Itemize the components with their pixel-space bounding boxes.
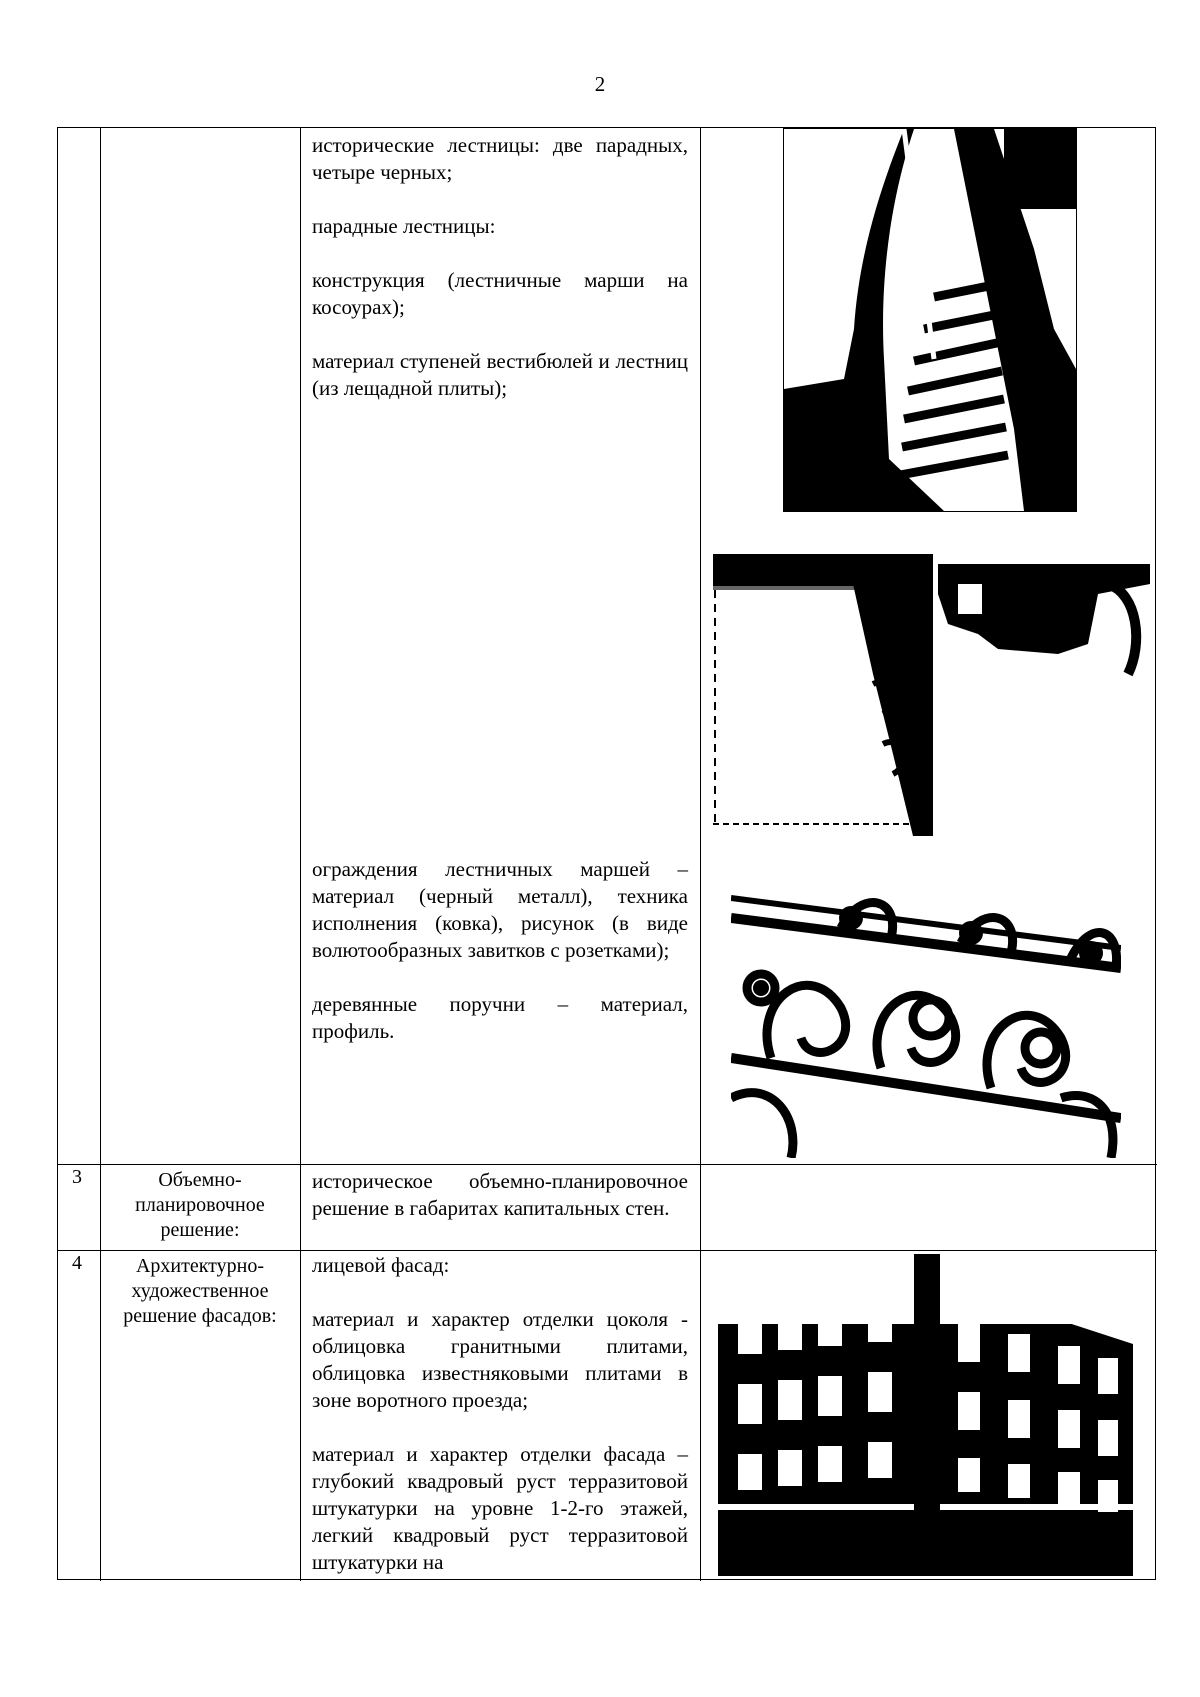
col-divider [700,128,701,1581]
col-divider [300,128,301,1581]
paragraph: материал и характер отделки фасада – глубокий квадровый руст терразитовой штукатурки на уровне 1-2-го этажей, легкий квадровый руст терразитовой штукатурки на [312,1442,688,1574]
row-number: 3 [72,1166,82,1188]
row-divider [58,1250,1157,1251]
row-divider [58,1164,1157,1165]
col-divider [100,128,101,1581]
paragraph: конструкция (лестничные марши на косоурах); [312,268,688,319]
railings-description [312,856,688,1072]
paragraph: исторические лестницы: две парадных, четыре черных; [312,133,688,184]
stairs-description-top [312,132,688,429]
paragraph: парадные лестницы: [312,214,496,238]
railing-top-photo [938,564,1150,682]
railing-closeup-photo [731,858,1121,1158]
staircase-photo [783,128,1077,512]
railing-detail-photo [713,554,933,836]
facade-photo [718,1254,1133,1576]
layout-description [312,1168,688,1222]
paragraph: материал ступеней вестибюлей и лестниц (из лещадной плиты); [312,349,688,400]
row-number: 4 [72,1252,82,1274]
section-name: Архитектурно-художественное решение фасадов: [123,1255,277,1327]
paragraph: деревянные поручни – материал, профиль. [312,992,688,1043]
facade-description [312,1252,688,1576]
paragraph: историческое объемно-планировочное решение в габаритах капитальных стен. [312,1169,688,1220]
page-number: 2 [594,72,606,96]
paragraph: материал и характер отделки цоколя - облицовка гранитными плитами, облицовка известняковыми плитами в зоне воротного проезда; [312,1307,688,1412]
paragraph: лицевой фасад: [312,1253,450,1277]
heritage-table [57,127,1156,1580]
paragraph: ограждения лестничных маршей – материал (черный металл), техника исполнения (ковка), рисунок (в виде волютообразных завитков с розетками); [312,857,688,962]
section-name: Объемно-планировочное решение: [135,1169,265,1241]
